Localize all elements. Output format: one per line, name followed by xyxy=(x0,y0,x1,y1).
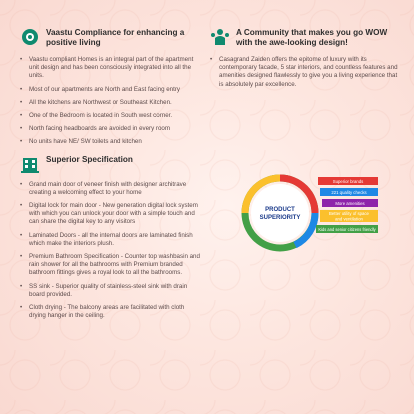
bar-label: Better utility of space xyxy=(329,211,369,216)
list-item: • Most of our apartments are North and East facing entry xyxy=(20,86,200,94)
list-item: • No units have NE/ SW toilets and kitchen xyxy=(20,138,200,146)
list-item: • Laminated Doors - all the internal doors are laminated finish which make the interiors plush. xyxy=(20,232,200,248)
left-column xyxy=(20,28,200,325)
center-disc xyxy=(251,184,309,242)
bar-label: 221 quality checks xyxy=(331,190,367,195)
list-item: • One of the Bedroom is located in South west corner. xyxy=(20,112,200,120)
building-icon xyxy=(20,155,40,173)
list-item: • Grand main door of veneer finish with designer architrave creating a welcoming effect to your home xyxy=(20,181,200,197)
right-column xyxy=(210,28,400,94)
vaastu-heading xyxy=(20,28,200,48)
center-label-1: PRODUCT xyxy=(265,207,295,213)
vaastu-icon xyxy=(20,28,40,46)
spec-title: Superior Specification xyxy=(46,154,133,164)
list-item: • Digital lock for main door - New generation digital lock system with which you can unlock your door with a simple touch and can share the digital key to any visitors xyxy=(20,202,200,227)
bar-label: Superior brands xyxy=(332,179,364,184)
list-item: • All the kitchens are Northwest or Southeast Kitchen. xyxy=(20,99,200,107)
list-item: • SS sink - Superior quality of stainless-steel sink with drain board provided. xyxy=(20,283,200,299)
list-item: • Premium Bathroom Specification - Counter top washbasin and rain shower for all the bathrooms with Premium branded bathroom fittings gives a royal look to all the bathrooms. xyxy=(20,253,200,278)
bar-label-line2: and ventilation xyxy=(335,216,363,222)
vaastu-list xyxy=(20,56,200,147)
list-item: • Cloth drying - The balcony areas are facilitated with cloth drying hanger in the ceiling. xyxy=(20,304,200,320)
list-item: • Vaastu compliant Homes is an integral part of the apartment unit design and has been consciously integrated into all the units. xyxy=(20,56,200,81)
community-heading xyxy=(210,28,400,48)
center-label-2: SUPERIORITY xyxy=(259,215,301,221)
list-item: • Casagrand Zaiden offers the epitome of luxury with its contemporary facade, 5 star interiors, and countless features and amenities designed flawlessly to give you a living experience that is absolutely par excellence. xyxy=(210,56,400,89)
community-list xyxy=(210,56,400,89)
spec-heading xyxy=(20,155,200,173)
community-title: A Community that makes you go WOW with the awe-looking design! xyxy=(236,28,388,47)
product-superiority-diagram xyxy=(240,166,380,260)
vaastu-title: Vaastu Compliance for enhancing a positive living xyxy=(46,28,185,47)
bar-label: More amenities xyxy=(335,201,365,206)
bar-label: Kids and senior citizens friendly xyxy=(318,227,376,232)
list-item: • North facing headboards are avoided in every room xyxy=(20,125,200,133)
spec-list xyxy=(20,181,200,321)
community-icon xyxy=(210,28,230,46)
